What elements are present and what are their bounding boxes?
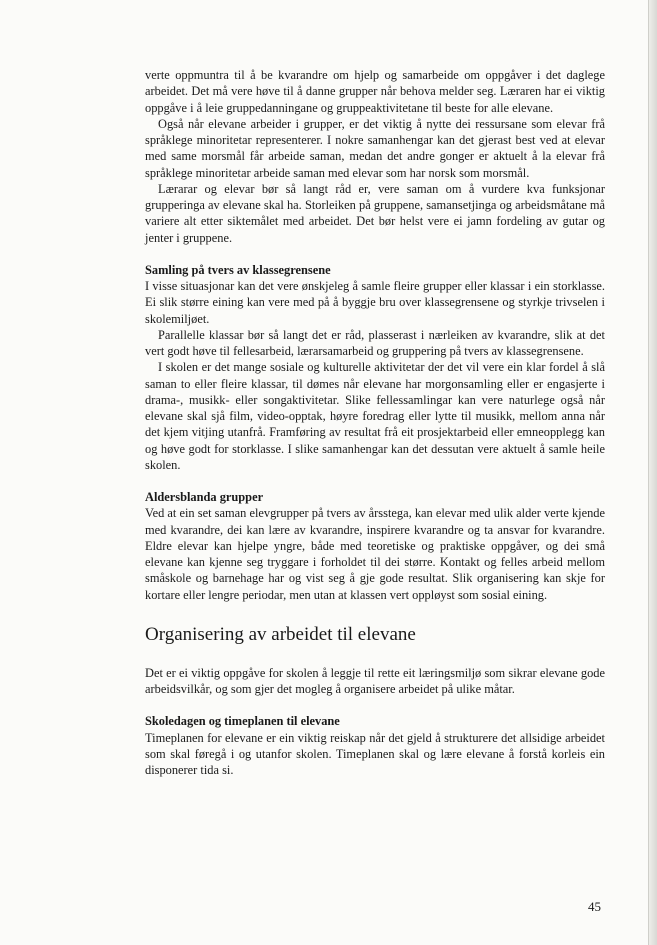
page-content <box>145 67 605 778</box>
section-heading: Samling på tvers av klassegrensene <box>145 262 331 277</box>
body-paragraph: Ved at ein set saman elevgrupper på tvers av årsstega, kan elevar med ulik alder verte kjende med kvarandre, dei kan lære av kvarandre, inspirere kvarandre og ta ansvar for kvarandre. Eldre elevar kan hjelpe yngre, både med teoretiske og praktiske oppgåver, og dei små elevane kan kjenne seg tryggare i forholdet til dei større. Kontakt og felles arbeid mellom småskole og barnehage har og vist seg å gje gode resultat. Slik organisering kan skje for kortare eller lengre periodar, men utan at klassen vert oppløyst som sosial eining. <box>145 506 605 602</box>
body-paragraph: Det er ei viktig oppgåve for skolen å leggje til rette eit læringsmiljø som sikrar elevane gode arbeidsvilkår, og som gjer det mogleg å organisere arbeidet på ulike måtar. <box>145 665 605 696</box>
body-paragraph: I skolen er det mange sosiale og kulturelle aktivitetar der det vil vere ein klar fordel å slå saman to eller fleire klassar, til dømes når elevane har morgonsamling eller er engasjerte i drama-, musikk- eller songaktivitetar. Slike fellessamlingar kan vere naturlege også når elevane skal sjå film, video-opptak, høyre foredrag eller lytte til musikk, mellom anna når det kjem vitjing utanfrå. Framføring av resultat frå eit prosjektarbeid eller emneopplegg kan og høve godt for storklasse. I slike samanhengar kan det dessutan vere aktuelt å samle heile skolen. <box>145 360 605 472</box>
chapter-heading: Organisering av arbeidet til elevane <box>145 623 416 645</box>
body-paragraph: Også når elevane arbeider i grupper, er det viktig å nytte dei ressursane som elevar frå språklege minoritetar representerer. I nokre samanhengar kan det gjerast best ved at elevar med same morsmål får arbeide saman, medan det andre gonger er aktuelt å la elevar frå språklege minoritetar arbeide saman med elevar som har norsk som morsmål. <box>145 116 605 180</box>
body-paragraph: Parallelle klassar bør så langt det er råd, plasserast i nærleiken av kvarandre, slik at det vert godt høve til fellesarbeid, lærarsamarbeid og gruppering på tvers av klassegrensene. <box>145 327 605 358</box>
page-number: 45 <box>588 899 601 914</box>
section-heading: Aldersblanda grupper <box>145 490 264 504</box>
page-edge <box>648 0 657 945</box>
body-paragraph: verte oppmuntra til å be kvarandre om hjelp og samarbeide om oppgåver i det daglege arbeidet. Det må vere høve til å danne grupper når behova melder seg. Læraren har ei viktig oppgåve i å leie gruppedanningane og gruppeaktivitetane til beste for alle elevane. <box>145 68 605 115</box>
body-paragraph: Timeplanen for elevane er ein viktig reiskap når det gjeld å strukturere det allsidige arbeidet som skal føregå i og utanfor skolen. Timeplanen skal og lære elevane å forstå korleis ein disponerer tida si. <box>145 730 605 777</box>
body-paragraph: I visse situasjonar kan det vere ønskjeleg å samle fleire grupper eller klassar i ein storklasse. Ei slik større eining kan vere med på å byggje bru over klassegrensene og styrkje trivselen i skolemiljøet. <box>145 279 605 326</box>
section-heading: Skoledagen og timeplanen til elevane <box>145 714 340 729</box>
body-paragraph: Lærarar og elevar bør så langt råd er, vere saman om å vurdere kva funksjonar grupperinga av elevane skal ha. Storleiken på gruppene, samansetjinga og arbeidsmåtane må variere alt etter siktemålet med arbeidet. Det bør helst vere ei jamn fordeling av gutar og jenter i gruppene. <box>145 181 605 245</box>
